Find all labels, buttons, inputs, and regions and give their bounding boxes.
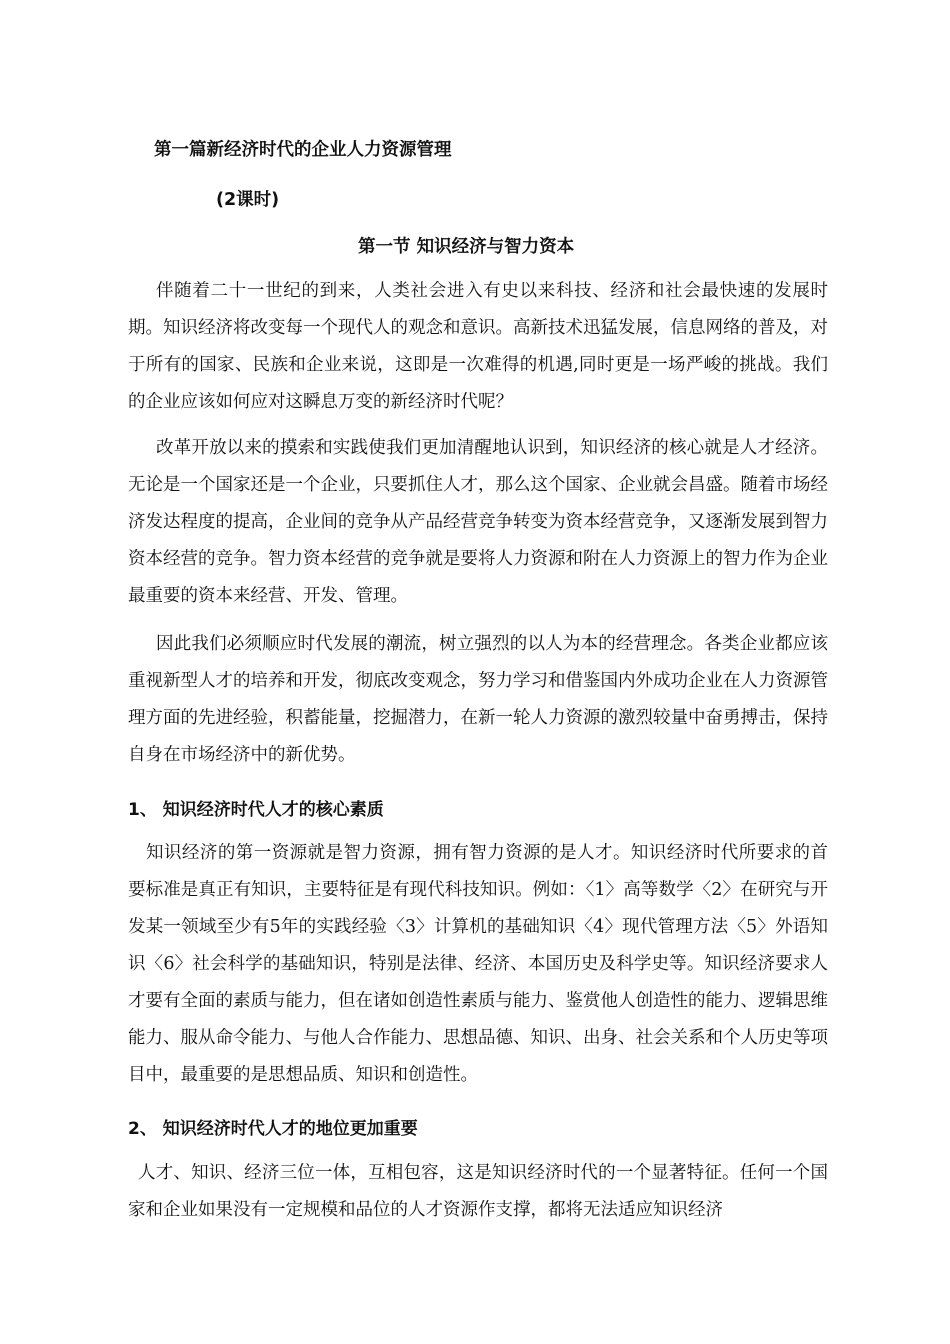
- paragraph-4: 知识经济的第一资源就是智力资源，拥有智力资源的是人才。知识经济时代所要求的首要标准是真正有知识，主要特征是有现代科技知识。例如：〈1〉高等数学〈2〉在研究与开发某一领域至少有5年的实践经验〈3〉计算机的基础知识〈4〉现代管理方法〈5〉外语知识〈6〉社会科学的基础知识，特别是法律、经济、本国历史及科学史等。知识经济要求人才要有全面的素质与能力，但在诸如创造性素质与能力、鉴赏他人创造性的能力、逻辑思维能力、服从命令能力、与他人合作能力、思想品德、知识、出身、社会关系和个人历史等项目中，最重要的是思想品质、知识和创造性。: [128, 843, 828, 1085]
- document-title: 第一篇新经济时代的企业人力资源管理: [154, 140, 452, 160]
- heading-core-qualities: 1、 知识经济时代人才的核心素质: [128, 800, 384, 820]
- course-hours: (2课时): [216, 190, 280, 210]
- paragraph-5: 人才、知识、经济三位一体，互相包容，这是知识经济时代的一个显著特征。任何一个国家和企业如果没有一定规模和品位的人才资源作支撑，都将无法适应知识经济: [128, 1163, 828, 1220]
- paragraph-3: 因此我们必须顺应时代发展的潮流，树立强烈的以人为本的经营理念。各类企业都应该重视新型人才的培养和开发，彻底改变观念，努力学习和借鉴国内外成功企业在人力资源管理方面的先进经验，积蓄能量，挖掘潜力，在新一轮人力资源的激烈较量中奋勇搏击，保持自身在市场经济中的新优势。: [128, 634, 828, 765]
- section-title: 第一节 知识经济与智力资本: [358, 237, 575, 257]
- paragraph-2: 改革开放以来的摸索和实践使我们更加清醒地认识到，知识经济的核心就是人才经济。无论是一个国家还是一个企业，只要抓住人才，那么这个国家、企业就会昌盛。随着市场经济发达程度的提高，企业间的竞争从产品经营竞争转变为资本经营竞争，又逐渐发展到智力资本经营的竞争。智力资本经营的竞争就是要将人力资源和附在人力资源上的智力作为企业最重要的资本来经营、开发、管理。: [128, 438, 828, 606]
- paragraph-1: 伴随着二十一世纪的到来，人类社会进入有史以来科技、经济和社会最快速的发展时期。知识经济将改变每一个现代人的观念和意识。高新技术迅猛发展，信息网络的普及，对于所有的国家、民族和企业来说，这即是一次难得的机遇,同时更是一场严峻的挑战。我们的企业应该如何应对这瞬息万变的新经济时代呢？: [128, 281, 828, 412]
- heading-talent-status: 2、 知识经济时代人才的地位更加重要: [128, 1119, 418, 1139]
